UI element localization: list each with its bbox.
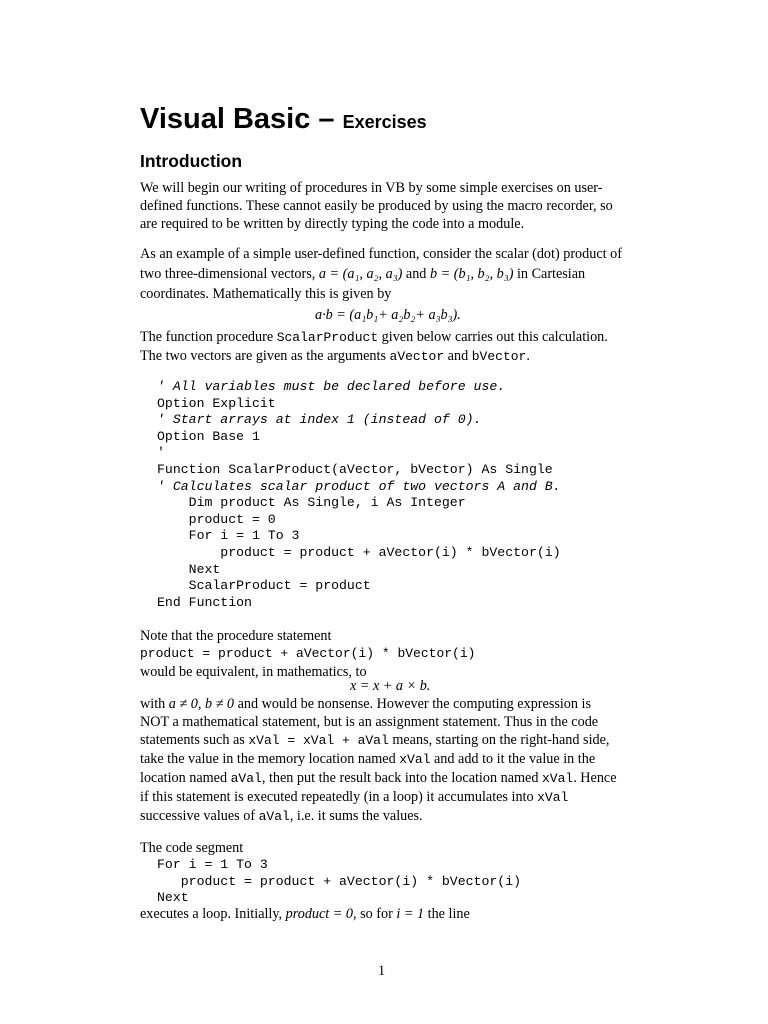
text-run: Note that the procedure statement — [140, 628, 332, 644]
code-line: ScalarProduct = product — [157, 578, 371, 594]
para-example — [140, 245, 630, 303]
code-line: ' All variables must be declared before use. — [157, 379, 506, 394]
text-run: location named — [140, 770, 231, 786]
para-code-segment: The code segment — [140, 840, 244, 856]
text-run: and — [444, 348, 472, 364]
title-main: Visual Basic – — [140, 103, 343, 135]
inline-code: aVal — [230, 771, 262, 786]
code-line: product = product + aVector(i) * bVector(i) — [157, 873, 522, 889]
inline-code: bVector — [471, 349, 527, 364]
para-example-line3: coordinates. Mathematically this is given by — [140, 286, 392, 302]
para-example-line2 — [140, 265, 630, 283]
text-run: with — [140, 696, 169, 712]
para-function — [140, 328, 630, 366]
text-run: successive values of — [140, 808, 259, 824]
text-run: and would be nonsense. However the computing expression is — [234, 696, 591, 712]
text-run: , then put the result back into the location named — [261, 770, 542, 786]
text-run: if this statement is executed repeatedly (in a loop) it accumulates into — [140, 789, 538, 805]
code-line: ' — [157, 445, 165, 461]
text-run: , so for — [353, 906, 397, 922]
code-line: Dim product As Single, i As Integer — [157, 495, 466, 511]
text-run: The function procedure — [140, 329, 277, 345]
text-run: the line — [424, 906, 470, 922]
text-run: given below carries out this calculation. — [378, 329, 608, 345]
code-line: ' Calculates scalar product of two vectors A and B. — [157, 478, 561, 494]
code-line: For i = 1 To 3 — [157, 857, 268, 872]
page-number: 1 — [378, 963, 386, 979]
inline-code: xVal — [537, 790, 569, 805]
inline-code: product = product + aVector(i) * bVector(i) — [140, 646, 476, 661]
text-run: means, starting on the right-hand side, — [388, 732, 610, 748]
code-line: Function ScalarProduct(aVector, bVector) As Single — [157, 461, 553, 477]
vector-a: a = (a₁, a₂, a₃) — [318, 266, 403, 282]
para-note — [140, 627, 630, 681]
text-run: , i.e. it sums the values. — [289, 808, 423, 824]
code-line: product = product + aVector(i) * bVector(i) — [157, 544, 561, 560]
text-run: take the value in the memory location named — [140, 751, 400, 767]
text-run: . — [526, 348, 530, 364]
text-run: would be equivalent, in mathematics, to — [140, 664, 367, 680]
equation-assignment: x = x + a × b. — [350, 678, 431, 694]
code-line: Option Explicit — [157, 395, 276, 411]
text-run: executes a loop. Initially, — [140, 906, 286, 922]
text-run: The two vectors are given as the arguments — [140, 348, 390, 364]
title-sub: Exercises — [342, 112, 427, 132]
inline-code: xVal = xVal + aVal — [248, 733, 389, 748]
code-line: End Function — [157, 594, 252, 610]
vector-b: b = (b₁, b₂, b₃) — [429, 266, 514, 282]
document-title — [140, 103, 427, 136]
text-run: and add to it the value in the — [430, 751, 596, 767]
condition: a ≠ 0, b ≠ 0 — [168, 696, 235, 712]
inline-code: ScalarProduct — [276, 330, 379, 345]
inline-math: i = 1 — [396, 906, 425, 922]
inline-code: aVector — [389, 349, 445, 364]
code-block-scalar-product — [157, 379, 561, 611]
code-line: Next — [157, 890, 189, 906]
code-block-loop — [157, 857, 521, 907]
code-line: product = 0 — [157, 511, 276, 527]
para-example-line1: As an example of a simple user-defined function, consider the scalar (dot) product of — [140, 246, 622, 262]
equation-dot-product: a·b = (a₁b₁+ a₂b₂+ a₃b₃). — [315, 307, 461, 323]
inline-code: xVal — [541, 771, 574, 786]
inline-code: xVal — [399, 752, 431, 767]
code-line: Option Base 1 — [157, 428, 260, 444]
inline-code: aVal — [258, 809, 290, 824]
text-run: statements such as — [140, 732, 249, 748]
section-heading: Introduction — [140, 151, 243, 171]
para-assignment — [140, 695, 630, 826]
code-line: Next — [157, 561, 221, 577]
text-run: in Cartesian — [513, 266, 586, 282]
text-run: NOT a mathematical statement, but is an assignment statement. Thus in the code — [140, 714, 599, 730]
text-run: and — [402, 266, 430, 282]
code-line: For i = 1 To 3 — [157, 528, 300, 544]
text-run: . Hence — [573, 770, 617, 786]
para-intro: We will begin our writing of procedures in VB by some simple exercises on user-defined functions. These cannot easily be produced by using the macro recorder, so are required to be written by directly typing the code into a module. — [140, 180, 613, 232]
para-loop — [140, 905, 630, 923]
code-line: ' Start arrays at index 1 (instead of 0). — [157, 412, 482, 428]
text-run: two three-dimensional vectors, — [140, 266, 319, 282]
inline-math: product = 0 — [285, 906, 354, 922]
